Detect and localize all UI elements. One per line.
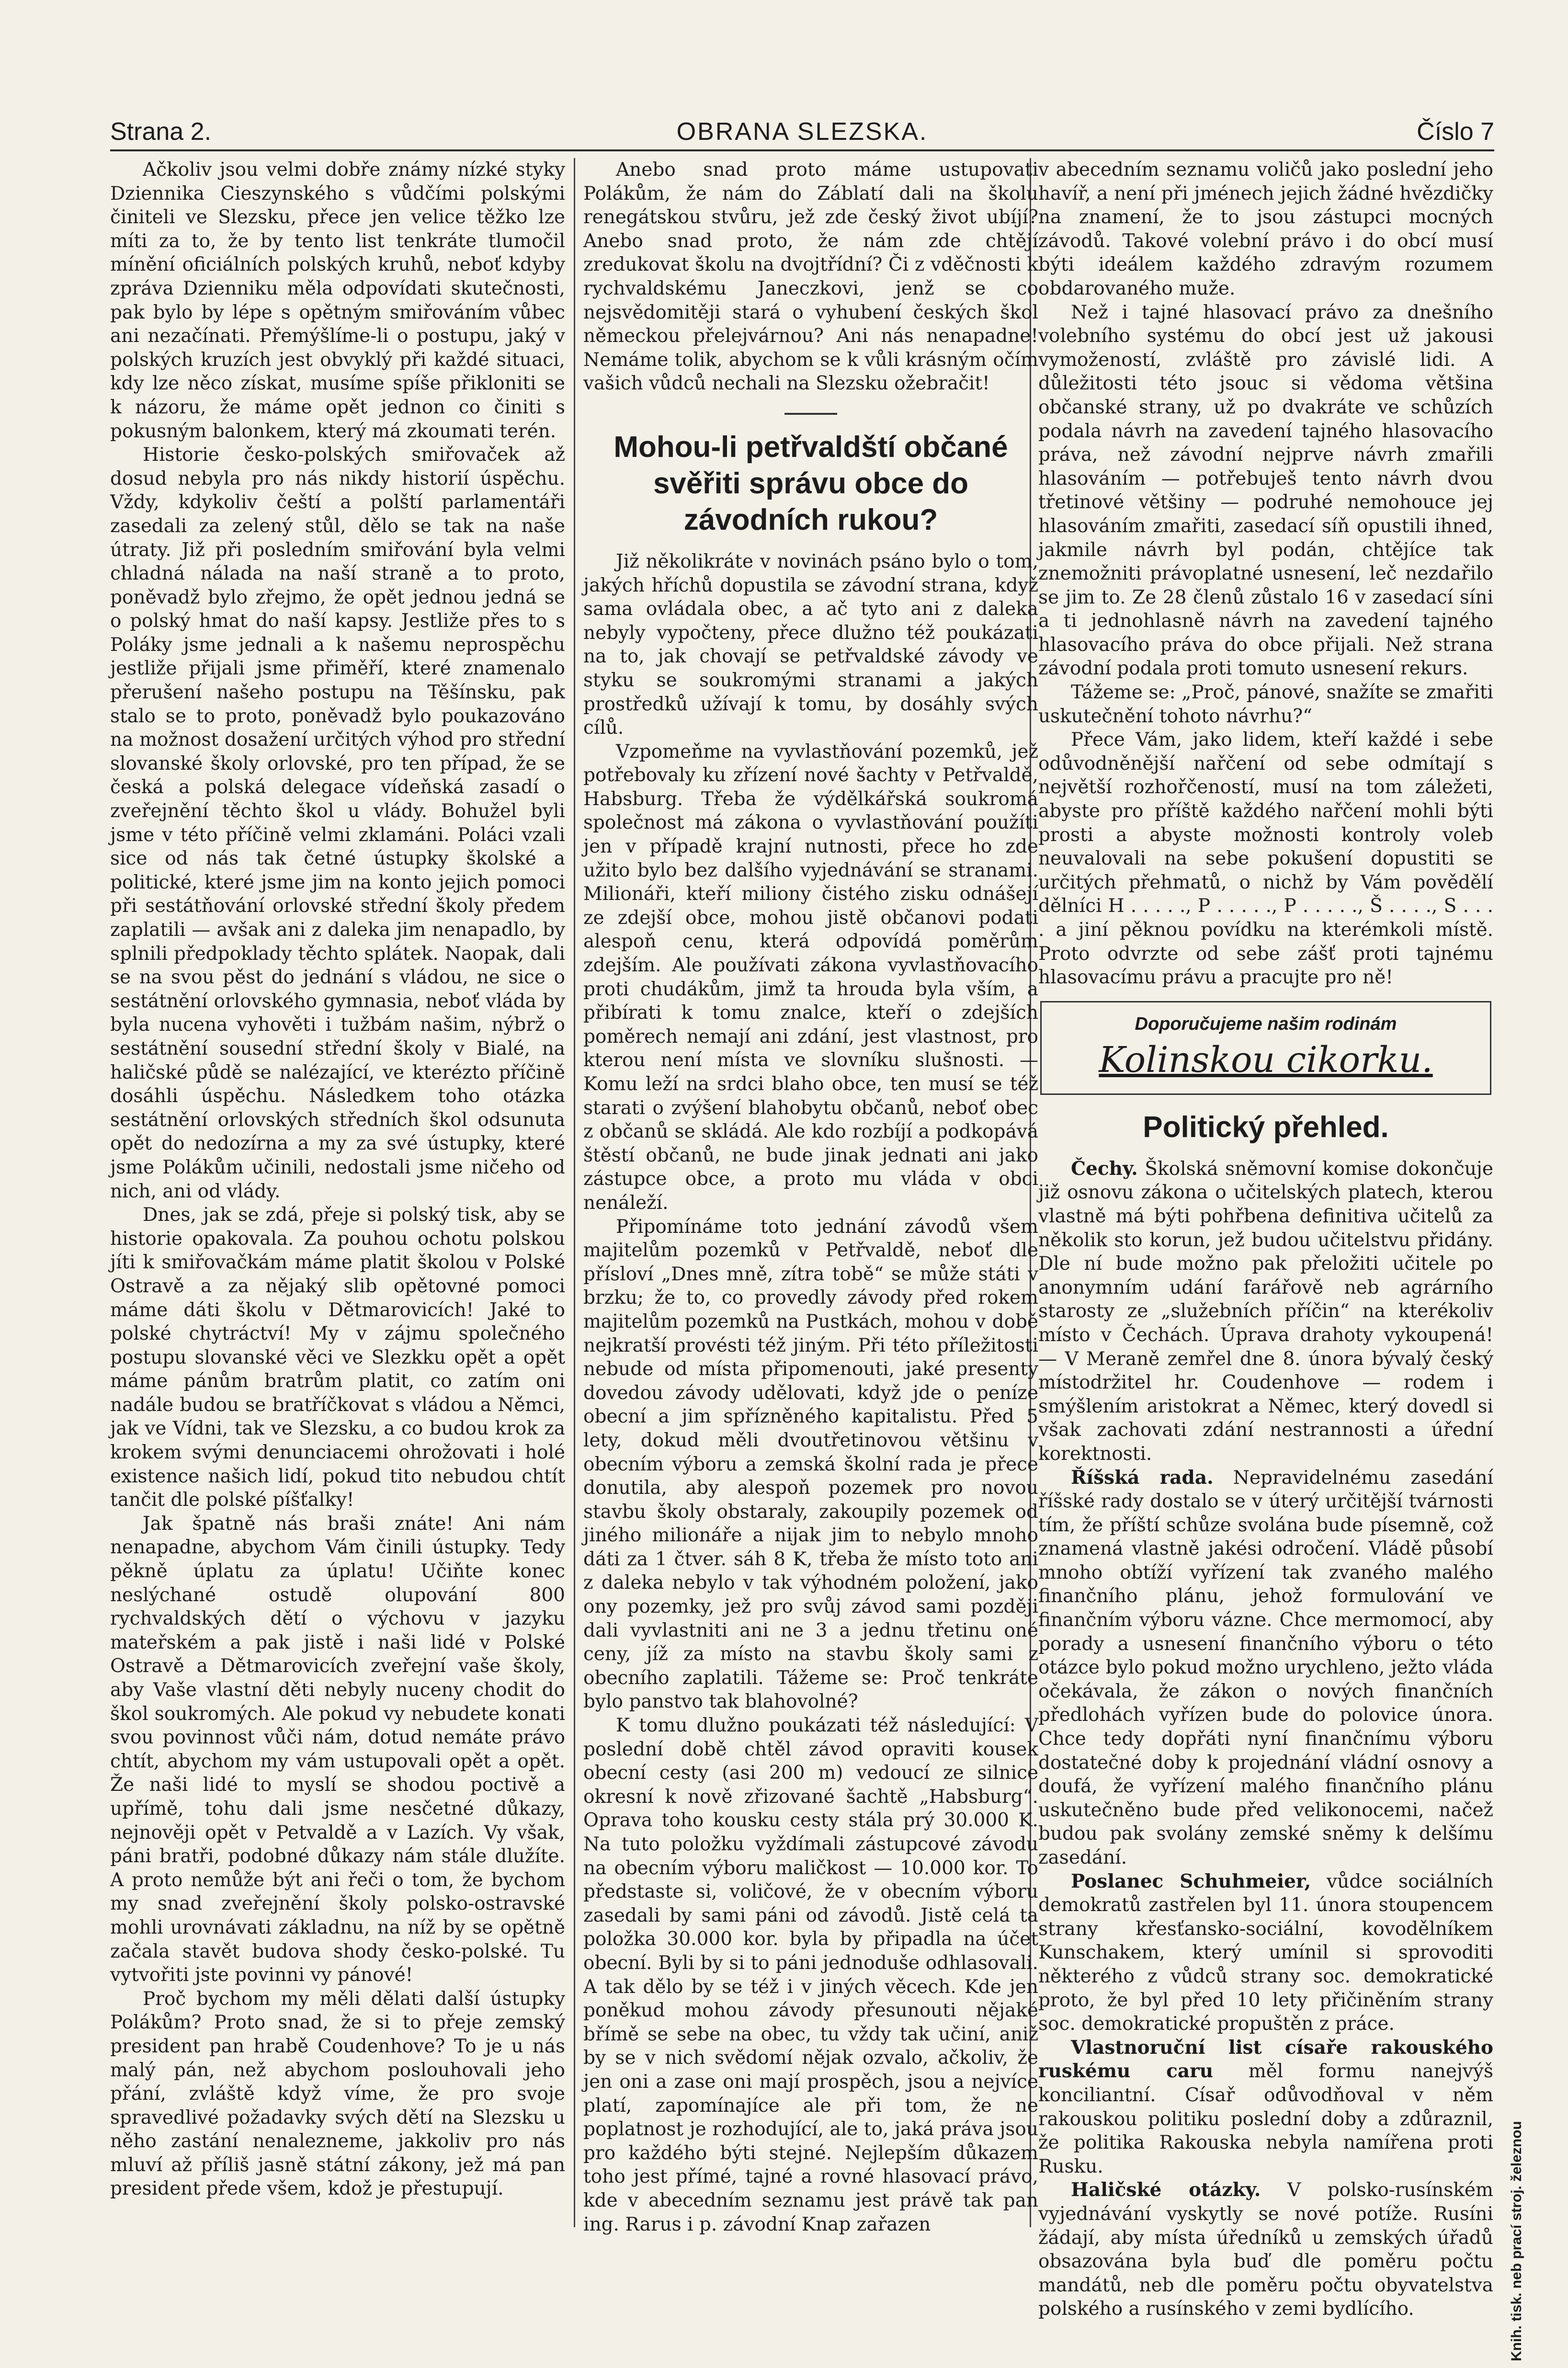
issue-number: Číslo 7 [1417, 118, 1494, 146]
article-paragraph: Vzpomeňme na vyvlastňování pozemků, jež potřebovaly ku zřízení nové šachty v Petřvaldě, Habsburg. Třeba že výdělkářská soukromá společnost má zákona o vyvlastňování použíti jen v případě krajní nutnosti, přece ho zde užito bylo bez dalšího vyjednávání se stranami. Milionáři, kteří miliony čistého zisku odnášejí ze zdejší obce, mohou jistě občanovi podati alespoň cenu, která odpovídá poměrům zdejším. Ale používati zákona vyvlastňovacího proti chudákům, jimž ta hrouda byla vším, a přibírati k tomu znalce, kteří o zdejších poměrech nemají ani zdání, jest vlastnost, pro kterou není místa ve slovníku slušnosti. — Komu leží na srdci blaho obce, ten musí se též starati o zvýšení blahobytu občanů, neboť obec z občanů se skládá. Ale kdo rozbíjí a podkopává štěstí občanů, ne bude jinak jednati ani jako zástupce obce, a proto mu vláda v obci nenáleží. [583, 740, 1038, 1214]
news-lead: Haličské otázky. [1071, 2179, 1261, 2201]
column-1 [110, 158, 565, 2227]
newspaper-title: OBRANA SLEZSKA. [676, 118, 928, 146]
column-2 [583, 158, 1038, 2235]
advertisement-brand: Kolinskou cikorku. [1099, 1039, 1433, 1081]
news-item [1038, 1157, 1493, 1466]
page-number: Strana 2. [110, 118, 212, 146]
news-text: Školská sněmovní komise dokončuje již osnovu zákona o učitelských platech, kterou vlastně má býti pohřbena definitiva učitelů za několik sto korun, jež budou učitelstvu přidány. Dle ní bude možno pak přeložiti učitele po anonymním udání farářově neb agrárního starosty ze „služebních příčin“ na kterékoliv místo v Čechách. Úprava drahoty vykoupená! — V Meraně zemřel dne 8. února bývalý český místodržitel hr. Coudenhove — rodem i smýšlením aristokrat a Němec, který dovedl si však zachovati zdání nestrannosti a úřední korektnosti. [1038, 1158, 1493, 1465]
column-divider [574, 158, 575, 2227]
article-paragraph: Anebo snad proto máme ustupovati Polákům, že nám do Záblatí dali na školu renegátskou stvůru, jež zde český život ubíjí? Anebo snad proto, že nám zde chtějí zredukovat školu na dvojtřídní? Či z vděčnosti k rychvaldskému Janeczkovi, jenž se co nejsvědomitěji stará o vyhubení českých škol německou přelejvárnou? Ani nás nenapadne! Nemáme tolik, abychom se k vůli krásným očím vašich vůdců nechali na Slezsku ožebračit! [583, 159, 1038, 395]
news-lead: Čechy. [1071, 1157, 1138, 1180]
article-paragraph: Dnes, jak se zdá, přeje si polský tisk, aby se historie opakovala. Za pouhou ochotu polskou jíti k smiřovačkám máme platit školou v Polské Ostravě a za nějaký slib opětovné pomoci máme dáti školu v Dětmarovicích! Jaké to polské chytráctví! My v zájmu společného postupu slovanské věci ve Slezkku opět a opět máme pánům bratrům platit, co zatím oni nadále budou se bratříčkovat s vládou a Němci, jak ve Vídni, tak ve Slezsku, a co budou krok za krokem svými denunciacemi ohrožovati i holé existence našich lidí, pokud tito nebudou chtít tančit dle polské píšťalky! [110, 1204, 565, 1511]
news-text: měl formu nanejvýš konciliantní. Císař odůvodňoval v něm rakouskou politiku poslední doby a zdůraznil, že politika Rakouska nebyla namířena proti Rusku. [1038, 2061, 1493, 2177]
printer-imprint [1509, 2093, 1537, 2361]
article-paragraph: Již několikráte v novinách psáno bylo o tom, jakých hříchů dopustila se závodní strana, když sama ovládala obec, a ač tyto ani z daleka nebyly vypočteny, přece dlužno též poukázati na to, jak chovají se petřvaldské závody ve styku se soukromými stranami a jakých prostředků užívají k tomu, by dosáhly svých cílů. [583, 550, 1038, 739]
printer-imprint-text: Knih. tisk. neb prací stroj. železnou [1509, 2121, 1524, 2361]
article-headline: Mohou-li petřvaldští občané svěřiti správu obce do závodních rukou? [614, 430, 1008, 536]
article-paragraph: Ačkoliv jsou velmi dobře známy nízké styky Dziennika Cieszynského s vůdčími polskými činiteli ve Slezsku, přece jen velice těžko lze míti za to, že by tento list tenkráte tlumočil mínění oficiálních polských kruhů, neboť kdyby zpráva Dzienniku měla odpovídati skutečnosti, pak bylo by lépe s opětným smiřováním vůbec ani nezačínati. Přemýšlíme-li o postupu, jaký v polských kruzích jest obvyklý při každé situaci, kdy lze něco získat, musíme spíše přikloniti se k názoru, že máme opět jednon co činiti s pokusným balonkem, který má zkoumati terén. [110, 159, 565, 442]
news-lead: Poslanec Schuhmeier, [1071, 1870, 1311, 1892]
news-item [1038, 2178, 1493, 2321]
column-3 [1038, 158, 1493, 2320]
news-item [1038, 1870, 1493, 2036]
article-paragraph: Přece Vám, jako lidem, kteří každé i sebe odůvodněnější nařčení od sebe odmítají s největší rozhořčeností, musí na tom záležeti, abyste pro příště každého nařčení mohli býti prosti a abyste možnosti kontroly voleb neuvalovali na sebe pokušení dopustiti se určitých přehmatů, o nichž by Vám povědělí dělníci H . . . . ., P . . . . ., P . . . . ., Š . . . ., S . . . . a jiní pěknou povídku na kterémkoli místě. Proto odvrzte od sebe zášť proti tajnému hlasovacímu právu a pracujte pro ně! [1038, 729, 1493, 989]
article-paragraph: Tážeme se: „Proč, pánové, snažíte se zmařiti uskutečnění tohoto návrhu?“ [1038, 682, 1493, 727]
advertisement-box [1040, 1001, 1491, 1095]
news-text: V polsko-rusínském vyjednávání vyskytly se nové potíže. Rusíni žádají, aby místa úředníků u zemských úřadů obsazována byla buď dle poměru počtu mandátů, neb dle poměru počtu obyvatelstva polského a rusínského v zemi bydlícího. [1038, 2179, 1493, 2320]
news-text: Nepravidelnému zasedání říšské rady dostalo se v úterý určitější tvárnosti tím, že příští schůze svolána bude písemně, což znamená vlastně jakési odročení. Vládě působí mnoho obtíží vyřízení tak zvaného malého finančního plánu, jehož formulování ve finančním výboru vázne. Chce mermomocí, aby porady a usnesení finančního výboru o této otázce bylo pokud možno urychleno, ježto vláda očekávala, že zákon o nových finančních předlohách vyřízen bude do polovice února. Chce tedy dopřáti nyní finančnímu výboru dostatečné doby k projednání vládní osnovy a doufá, že vyřízení malého finančního plánu uskutečněno bude před velikonocemi, načež budou pak svolány zemské sněmy k delšímu zasedání. [1038, 1467, 1493, 1868]
article-paragraph: Proč bychom my měli dělati další ústupky Polákům? Proto snad, že si to přeje zemský president pan hrabě Coudenhove? To je u nás malý pán, než abychom poslouhovali jeho přání, zvláště když víme, že pro svoje spravedlivé požadavky svých dětí na Slezsku u něho zastání nenalezneme, jakkoliv pro nás mluví až příliš jasně státní zákony, jež má pan president přede všem, kdož je přestupují. [110, 1988, 565, 2200]
article-paragraph: Jak špatně nás braši znáte! Ani nám nenapadne, abychom Vám činili ústupky. Tedy pěkně úplatu za úplatu! Učiňte konec neslýchané ostudě olupování 800 rychvaldských dětí o výchovu v jazyku mateřském a pak jistě i naši lidé v Polské Ostravě a Dětmarovicích zveřejní vaše školy, aby Vaše vlastní děti nebyly nuceny chodit do škol soukromých. Ale pokud vy nebudete konati svou povinnost vůči nám, dotud nemáte právo chtít, abychom my vám ustupovali opět a opět. Že naši lidé to myslí se shodou poctivě a upřímě, tohu dali jsme nesčetné důkazy, nejnověji opět v Petvaldě a v Lazích. Vy však, páni bratři, podobné důkazy nám stále dlužíte. A proto nemůže být ani řeči o tom, že bychom my snad zveřejnění školy polsko-ostravské mohli urovnávati základnu, na níž by se opětně začala stavět budova shody česko-polské. Tu vytvořiti jste povinni vy pánové! [110, 1513, 565, 1986]
news-item [1038, 1466, 1493, 1870]
section-divider [784, 413, 837, 415]
page-header [110, 114, 1494, 151]
news-lead: Vlastnoruční list císaře rakouského ruskému caru [1038, 2036, 1493, 2083]
article-paragraph: Připomínáme toto jednání závodů všem majitelům pozemků v Petřvaldě, neboť dle přísloví „Dnes mně, zítra tobě“ se může státi v brzku; že to, co provedly závody před rokem majitelům pozemků na Pustkách, mohou v době nejkratší provésti též jiným. Při této příležitosti nebude od místa připomenouti, jaké presenty dovedou závody udělovati, když jde o peníze obecní a jim spřízněného kapitalistu. Před 5 lety, dokud měli dvoutřetinovou většinu v obecním výboru a zemská školní rada je přece donutila, aby alespoň pozemek pro novou stavbu školy obstaraly, zakoupily pozemek od jiného milionáře a nijak jim to nebylo mnoho dáti za 1 čtver. sáh 8 K, třeba že místo toto ani z daleka nebylo v tak výhodném položení, jako ony pozemky, jež pro svůj závod sami později dali vyvlastniti ani ne 3 a jednu třetinu oné ceny, jíž za místo na stavbu školy sami z obecního zaplatili. Tážeme se: Proč tenkráte bylo panstvo tak blahovolné? [583, 1216, 1038, 1713]
advertisement-line: Doporučujeme našim rodinám [1135, 1013, 1397, 1034]
news-text: vůdce sociálních demokratů zastřelen byl 11. února stoupencem strany křesťansko-sociální, kovodělníkem Kunschakem, který umínil si sprovoditi některého z vůdců strany soc. demokratické proto, že byl před 10 lety přičiněním strany soc. demokratické propuštěn z práce. [1038, 1870, 1493, 2035]
article-paragraph: Historie česko-polských smiřovaček až dosud nebyla pro nás nikdy historií úspěchu. Vždy, kdykoliv čeští a polští parlamentáři zasedali za zelený stůl, dělo se tak na naše útraty. Již při posledním smiřování byla velmi chladná nálada na naší straně a to proto, poněvadž bylo zřejmo, že opět jednou jedná se o polský hmat do naší kapsy. Jestliže přes to s Poláky jsme jednali a k našemu neprospěchu jestliže přijali jsme přiměří, které znamenalo přerušení našeho postupu na Těšínsku, pak stalo se to proto, poněvadž bylo poukazováno na možnost dosažení určitých výhod pro střední slovanské školy orlovské, pro ten případ, že se česká a polská delegace vídeňská zasadí o zveřejnění těchto škol u vlády. Bohužel byli jsme v této příčině velmi zklamáni. Poláci vzali sice od nás tak četné ústupky školské a politické, které jsme jim na konto jejich pomoci při sestátňování orlovské střední školy předem zaplatili — avšak ani z daleka jim nenapadlo, by splnili předpoklady těchto splátek. Naopak, dali se na svou pěst do jednání s vládou, ne sice o sestátnění orlovského gymnasia, neboť vláda by byla nucena vyhověti i tužbám našim, nýbrž o sestátnění sousední střední školy v Bialé, na haličské půdě se nalézající, ve kterézto příčině dosáhli úspěchu. Následkem toho otázka sestátnění orlovských středních škol odsunuta opět do nedozírna a my za své ústupky, které jsme Polákům učinili, nedostali jsme ničeho od nich, ani od vlády. [110, 444, 565, 1202]
article-paragraph: K tomu dlužno poukázati též následující: V poslední době chtěl závod opraviti kousek obecní cesty (asi 200 m) vedoucí ze silnice okresní k nově zřizované šachtě „Habsburg“. Oprava toho kousku cesty stála prý 30.000 K. Na tuto položku vyždímali zástupcové závodu na obecním výboru maličkost — 10.000 kor. To předstaste si, voličové, že v obecním výboru zasedali by sami páni od závodů. Jistě celá ta položka 30.000 kor. byla by připadla na účet obecní. Byli by si to páni jednoduše odhlasovali. A tak dělo by se též i v jiných věcech. Kde jen poněkud mohou závody přesunouti nějaké břímě se sebe na obec, tu vždy tak učiní, aniž by se v nich svědomí nějak ozvalo, ačkoliv, že jen oni a zase oni mají prospěch, jsou a nejvíce platí, zapomínajíce ale při tom, že ne poplatnost je rozhodující, ale to, jaká práva jsou pro každého býti stejné. Nejlepším důkazem toho jest přímé, tajné a rovné hlasovací právo, kde v abecedním seznamu jest právě tak pan ing. Rarus i p. závodní Knap zařazen [583, 1715, 1038, 2235]
news-lead: Říšská rada. [1071, 1466, 1214, 1489]
section-headline: Politický přehled. [1143, 1110, 1389, 1144]
article-paragraph: Než i tajné hlasovací právo za dnešního volebního systému do obcí jest už jakousi vymožeností, zvláště pro závislé lidi. A důležitosti této jsouc si vědoma většina občanské strany, už po dvakráte ve schůzích podala návrh na zavedení tajného hlasovacího práva, než závodní nejprve návrh zmařili hlasováním — potřebuješ tento návrh dvou třetinové většiny — podruhé nemohouce jej hlasováním zmařiti, zasedací síň opustili ihned, jakmile návrh byl podán, chtějíce tak znemožniti právoplatné usnesení, leč nezdařilo se jim to. Ze 28 členů zůstalo 16 v zasedací síni a ti jednohlasně návrh na zavedení tajného hlasovacího práva do obce přijali. Než strana závodní podala proti tomuto usnesení rekurs. [1038, 301, 1493, 680]
news-item [1038, 2036, 1493, 2179]
article-paragraph: v abecedním seznamu voličů jako poslední jeho havíř, a není při jménech jejich žádné hvězdičky na znamení, že to jsou zástupci mocných závodů. Takové volební právo i do obcí musí býti ideálem každého zdravým rozumem obdarovaného muže. [1038, 159, 1493, 299]
